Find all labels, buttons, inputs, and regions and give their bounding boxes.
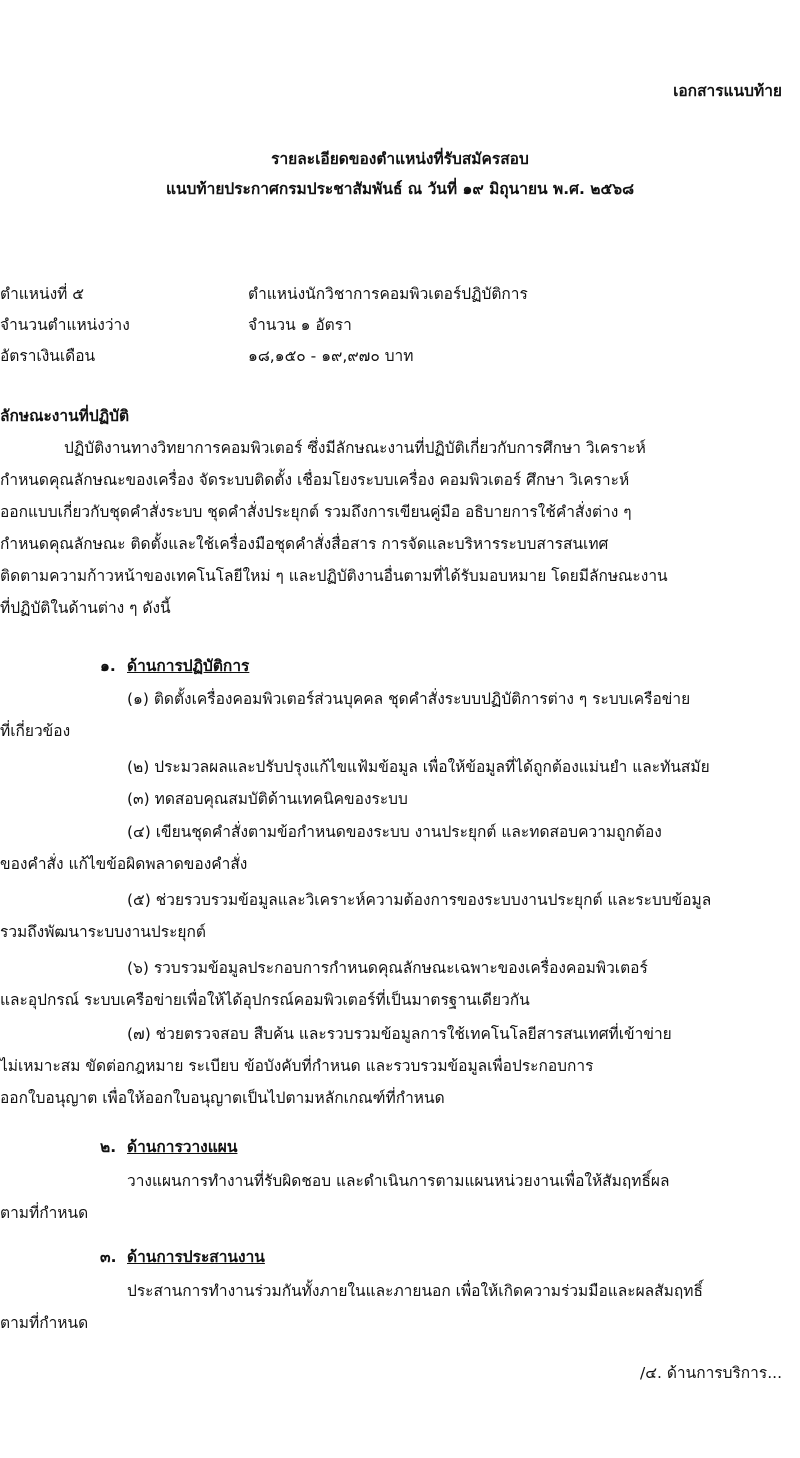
info-value-position: ตำแหน่งนักวิชาการคอมพิวเตอร์ปฏิบัติการ	[248, 285, 528, 303]
section-1-line: และอุปกรณ์ ระบบเครือข่ายเพื่อให้ได้อุปกรณ์คอมพิวเตอร์ที่เป็นมาตรฐานเดียวกัน	[0, 991, 530, 1009]
intro-line: กำหนดคุณลักษณะ ติดตั้งและใช้เครื่องมือชุดคำสั่งสื่อสาร การจัดและบริหารระบบสารสนเทศ	[0, 535, 609, 553]
section-1-line: (๕) ช่วยรวบรวมข้อมูลและวิเคราะห์ความต้องการของระบบงานประยุกต์ และระบบข้อมูล	[127, 891, 712, 909]
section-1-line: (๔) เขียนชุดคำสั่งตามข้อกำหนดของระบบ งานประยุกต์ และทดสอบความถูกต้อง	[127, 823, 662, 841]
intro-line: ที่ปฏิบัติในด้านต่าง ๆ ดังนี้	[0, 599, 171, 617]
info-label-vacancies: จำนวนตำแหน่งว่าง	[0, 316, 130, 334]
section-2-line: ตามที่กำหนด	[0, 1204, 89, 1222]
section-1-line: (๓) ทดสอบคุณสมบัติด้านเทคนิคของระบบ	[127, 790, 408, 808]
section-1-line: (๒) ประมวลผลและปรับปรุงแก้ไขแฟ้มข้อมูล เพื่อให้ข้อมูลที่ได้ถูกต้องแม่นยำ และทันสมัย	[127, 758, 710, 776]
section-1-line: ของคำสั่ง แก้ไขข้อผิดพลาดของคำสั่ง	[0, 855, 248, 873]
section-3-line: ประสานการทำงานร่วมกันทั้งภายในและภายนอก เพื่อให้เกิดความร่วมมือและผลสัมฤทธิ์	[127, 1282, 703, 1300]
section-1-line: (๖) รวบรวมข้อมูลประกอบการกำหนดคุณลักษณะเฉพาะของเครื่องคอมพิวเตอร์	[127, 959, 648, 977]
intro-line: ปฏิบัติงานทางวิทยาการคอมพิวเตอร์ ซึ่งมีลักษณะงานที่ปฏิบัติเกี่ยวกับการศึกษา วิเคราะห์	[64, 439, 646, 457]
section-3-title: ด้านการประสานงาน	[127, 1248, 265, 1266]
attachment-label: เอกสารแนบท้าย	[673, 82, 782, 100]
section-1-line: ที่เกี่ยวข้อง	[0, 722, 71, 740]
duties-heading: ลักษณะงานที่ปฏิบัติ	[0, 407, 130, 425]
section-1-line: (๑) ติดตั้งเครื่องคอมพิวเตอร์ส่วนบุคคล ชุดคำสั่งระบบปฏิบัติการต่าง ๆ ระบบเครือข่าย	[127, 690, 691, 708]
info-label-salary: อัตราเงินเดือน	[0, 347, 96, 365]
title-line-1: รายละเอียดของตำแหน่งที่รับสมัครสอบ	[271, 150, 529, 168]
intro-line: กำหนดคุณลักษณะของเครื่อง จัดระบบติดตั้ง เชื่อมโยงระบบเครื่อง คอมพิวเตอร์ ศึกษา วิเคราะห์	[0, 471, 630, 489]
section-2-title: ด้านการวางแผน	[127, 1138, 238, 1156]
section-2-line: วางแผนการทำงานที่รับผิดชอบ และดำเนินการตามแผนหน่วยงานเพื่อให้สัมฤทธิ์ผล	[127, 1172, 670, 1190]
info-value-salary: ๑๘,๑๕๐ - ๑๙,๙๗๐ บาท	[248, 347, 414, 365]
section-1-line: ออกใบอนุญาต เพื่อให้ออกใบอนุญาตเป็นไปตามหลักเกณฑ์ที่กำหนด	[0, 1089, 445, 1107]
section-1-title: ด้านการปฏิบัติการ	[127, 657, 250, 675]
intro-line: ออกแบบเกี่ยวกับชุดคำสั่งระบบ ชุดคำสั่งประยุกต์ รวมถึงการเขียนคู่มือ อธิบายการใช้คำสั่งต่าง ๆ	[0, 503, 632, 521]
continuation-note: /๔. ด้านการบริการ...	[640, 1364, 782, 1382]
section-3-line: ตามที่กำหนด	[0, 1314, 89, 1332]
section-1-line: ไม่เหมาะสม ขัดต่อกฎหมาย ระเบียบ ข้อบังคับที่กำหนด และรวบรวมข้อมูลเพื่อประกอบการ	[0, 1057, 594, 1075]
title-line-2: แนบท้ายประกาศกรมประชาสัมพันธ์ ณ วันที่ ๑๙ มิถุนายน พ.ศ. ๒๕๖๘	[165, 180, 635, 198]
intro-line: ติดตามความก้าวหน้าของเทคโนโลยีใหม่ ๆ และปฏิบัติงานอื่นตามที่ได้รับมอบหมาย โดยมีลักษณะงาน	[0, 567, 668, 585]
section-1-number: ๑.	[100, 657, 116, 675]
section-3-number: ๓.	[100, 1248, 117, 1266]
section-2-number: ๒.	[100, 1138, 117, 1156]
info-value-vacancies: จำนวน ๑ อัตรา	[248, 316, 352, 334]
section-1-line: (๗) ช่วยตรวจสอบ สืบค้น และรวบรวมข้อมูลการใช้เทคโนโลยีสารสนเทศที่เข้าข่าย	[127, 1025, 672, 1043]
section-1-line: รวมถึงพัฒนาระบบงานประยุกต์	[0, 923, 206, 941]
info-label-position: ตำแหน่งที่ ๕	[0, 285, 85, 303]
